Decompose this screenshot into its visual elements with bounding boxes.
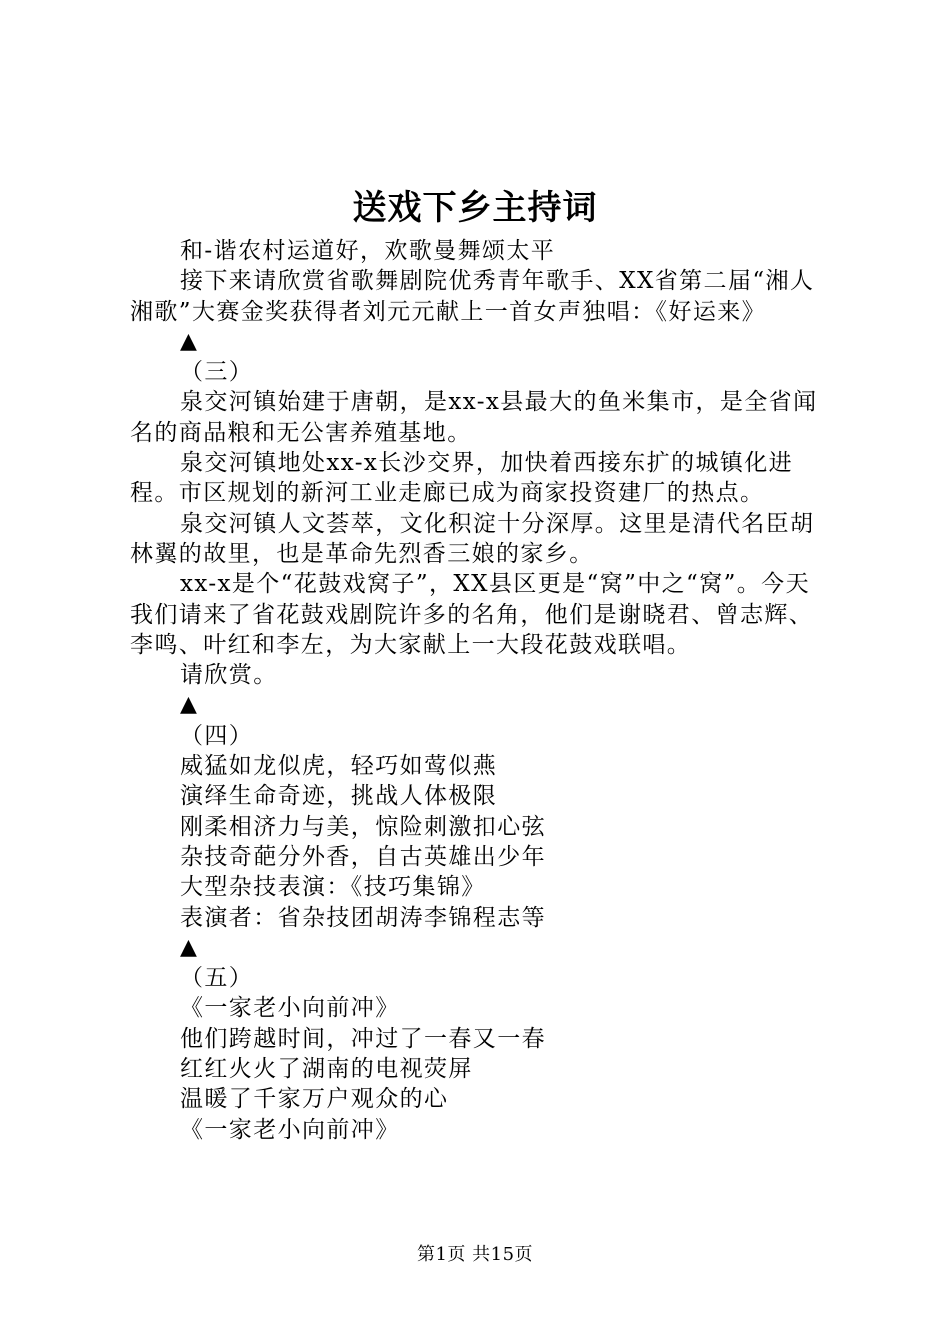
page-title: 送戏下乡主持词 [352, 188, 598, 228]
verse-line: 红红火火了湖南的电视荧屏 [180, 1056, 473, 1083]
verse-line: 演绎生命奇迹，挑战人体极限 [180, 783, 498, 810]
paragraph: xx-x是个“花鼓戏窝子”，XX县区更是“窝”中之“窝”。今天我们请来了省花鼓戏剧院许多的名角，他们是谢晓君、曾志辉、李鸣、叶红和李左，为大家献上一大段花鼓戏联唱。 [130, 571, 814, 658]
section-number: （四） [180, 722, 254, 749]
performers-line: 表演者：省杂技团胡涛李锦程志等 [180, 904, 546, 931]
paragraph: 泉交河镇人文荟萃，文化积淀十分深厚。这里是清代名臣胡林翼的故里，也是革命先烈香三娘的家乡。 [130, 510, 815, 567]
verse-line: 杂技奇葩分外香，自古英雄出少年 [180, 843, 546, 870]
verse-line: 他们跨越时间，冲过了一春又一春 [180, 1025, 546, 1052]
verse-line: 刚柔相济力与美，惊险刺激扣心弦 [180, 813, 546, 840]
paragraph: 和-谐农村运道好，欢歌曼舞颂太平 [180, 238, 556, 264]
paragraph: 泉交河镇始建于唐朝，是xx-x县最大的鱼米集市，是全省闻名的商品粮和无公害养殖基地。 [130, 389, 818, 446]
triangle-marker: ▲ [180, 692, 199, 718]
page-number: 第1页 共15页 [416, 1244, 534, 1265]
triangle-marker: ▲ [180, 328, 199, 354]
program-title: 《一家老小向前冲》 [180, 1116, 400, 1143]
triangle-marker: ▲ [180, 934, 199, 960]
section-number: （三） [180, 359, 254, 386]
section-number: （五） [180, 965, 254, 992]
verse-line: 温暖了千家万户观众的心 [180, 1086, 449, 1113]
paragraph: 接下来请欣赏省歌舞剧院优秀青年歌手、XX省第二届“湘人湘歌”大赛金奖获得者刘元元献上一首女声独唱：《好运来》 [130, 268, 815, 325]
paragraph: 泉交河镇地处xx-x长沙交界，加快着西接东扩的城镇化进程。市区规划的新河工业走廊已成为商家投资建厂的热点。 [130, 450, 794, 507]
verse-line: 威猛如龙似虎，轻巧如莺似燕 [180, 753, 498, 780]
program-title: 《一家老小向前冲》 [180, 995, 400, 1022]
paragraph: 请欣赏。 [180, 662, 278, 689]
program-title: 大型杂技表演：《技巧集锦》 [180, 874, 486, 901]
document-body [130, 236, 830, 1145]
